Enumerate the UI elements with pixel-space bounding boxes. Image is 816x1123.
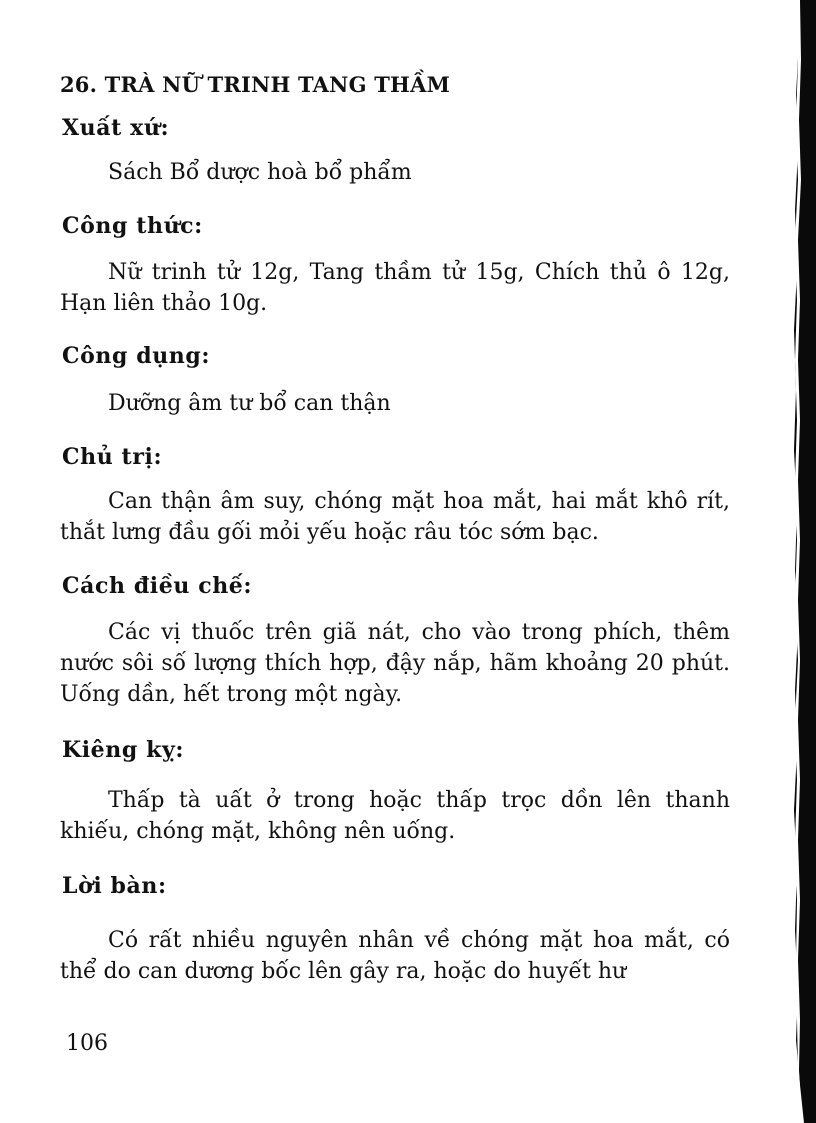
paragraph-formula: Nữ trinh tử 12g, Tang thầm tử 15g, Chích thủ ô 12g, Hạn liên thảo 10g. — [60, 260, 730, 316]
page-number: 106 — [66, 1031, 108, 1056]
paragraph-origin: Sách Bổ dược hoà bổ phẩm — [108, 160, 412, 185]
heading-indication: Chủ trị: — [62, 444, 163, 470]
heading-formula: Công thức: — [62, 213, 203, 239]
heading-contraindication: Kiêng kỵ: — [62, 737, 185, 763]
scan-page-edge — [786, 0, 816, 1123]
paragraph-effect: Dưỡng âm tư bổ can thận — [108, 391, 391, 416]
heading-effect: Công dụng: — [62, 343, 211, 369]
heading-origin: Xuất xứ: — [62, 115, 170, 141]
heading-commentary: Lời bàn: — [62, 873, 167, 899]
paragraph-indication: Can thận âm suy, chóng mặt hoa mắt, hai mắt khô rít, thắt lưng đầu gối mỏi yếu hoặc râu tóc sớm bạc. — [60, 489, 730, 545]
heading-preparation: Cách điều chế: — [62, 573, 253, 599]
paragraph-contraindication: Thấp tà uất ở trong hoặc thấp trọc dồn lên thanh khiếu, chóng mặt, không nên uống. — [60, 788, 730, 844]
paragraph-preparation: Các vị thuốc trên giã nát, cho vào trong phích, thêm nước sôi số lượng thích hợp, đậy nắp, hãm khoảng 20 phút. Uống dần, hết trong một ngày. — [60, 620, 730, 707]
page-title: 26. TRÀ NỮ TRINH TANG THẦM — [60, 72, 451, 97]
paragraph-commentary: Có rất nhiều nguyên nhân về chóng mặt hoa mắt, có thể do can dương bốc lên gây ra, hoặc do huyết hư — [60, 928, 730, 984]
